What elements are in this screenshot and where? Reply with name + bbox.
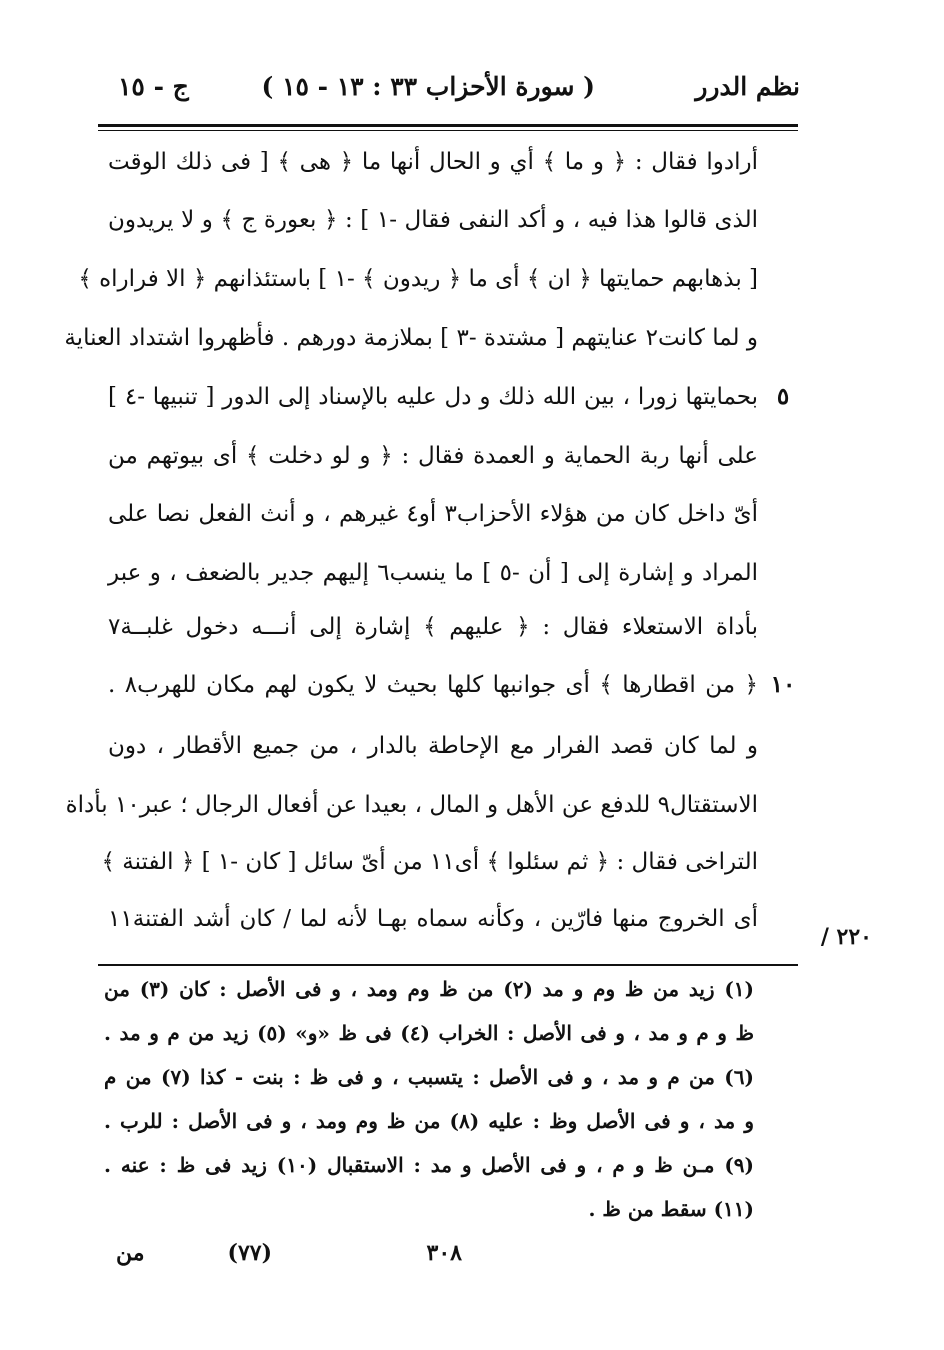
footnote-line: (١١) سقط من ظ .: [588, 1197, 754, 1221]
footnote-rule: [98, 964, 798, 966]
header-rule-thick: [98, 124, 798, 127]
footnote-line: (٩) مـن ظ و م ، و فى الأصل و مد : الاستقبال (١٠) زيد فى ظ : عنه .: [104, 1153, 754, 1177]
body-line: ﴿ من اقطارها ﴾ أى جوانبها كلها بحيث لا يكون لهم مكان للهرب٨ .: [108, 672, 758, 698]
body-line: بحمايتها زورا ، بين الله ذلك و دل عليه بالإسناد إلى الدور [ تنبيها -٤ ]: [108, 384, 758, 410]
line-number-5: ٥: [776, 383, 790, 410]
surah-reference: ( سورة الأحزاب ٣٣ : ١٣ - ١٥ ): [261, 72, 595, 101]
footnote-line: (١) زيد من ظ وم و مد (٢) من ظ وم ومد ، و فى الأصل : كان (٣) من: [104, 977, 754, 1001]
page-number: ٣٠٨: [426, 1240, 462, 1266]
book-title: نظم الدرر: [695, 72, 800, 101]
body-line: المراد و إشارة إلى [ أن -٥ ] ما ينسب٦ إليهم جدير بالضعف ، و عبر: [108, 560, 758, 586]
footnote-line: و مد ، و فى الأصل وظ : عليه (٨) من ظ وم ومد ، و فى الأصل : للرب .: [104, 1109, 754, 1133]
body-line: على أنها ربة الحماية و العمدة فقال : ﴿ و لو دخلت ﴾ أى بيوتهم من: [108, 443, 758, 469]
body-line: و لما كانت٢ عنايتهم [ مشتدة -٣ ] بملازمة دورهم . فأظهروا اشتداد العناية: [64, 325, 758, 351]
body-line: [ بذهابهم حمايتها ﴿ ان ﴾ أى ما ﴿ ريدون ﴾ -١ ] باستئذانهم ﴿ الا فراراه ﴾: [78, 266, 758, 292]
volume-number: ج - ١٥: [118, 72, 189, 101]
page-footer: [100, 1240, 800, 1280]
body-line: و لما كان قصد الفرار مع الإحاطة بالدار ، من جميع الأقطار ، دون: [108, 733, 758, 759]
margin-page-reference-text: ٢٢٠ /: [820, 924, 872, 950]
footnote-line: ظ و م و مد ، و فى الأصل : الخراب (٤) فى ظ «و» (٥) زيد من م و مد .: [104, 1021, 754, 1045]
running-header: [100, 72, 800, 112]
header-rule-thin: [98, 130, 798, 131]
line-number-10: ١٠: [770, 671, 796, 698]
body-line: أى الخروج منها فارّين ، وكأنه سماه بهـا لأنه لما / كان أشد الفتنة١١: [108, 906, 758, 932]
body-line: بأداة الاستعلاء فقال : ﴿ عليهم ﴾ إشارة إلى أنـــه دخول غلبــة٧: [108, 614, 758, 640]
signature-mark: (٧٧): [227, 1240, 272, 1266]
body-line: الاستقتال٩ للدفع عن الأهل و المال ، بعيدا عن أفعال الرجال ؛ عبر١٠ بأداة: [65, 792, 758, 818]
catchword: من: [116, 1240, 145, 1266]
body-line: أرادوا فقال : ﴿ و ما ﴾ أي و الحال أنها ما ﴿ هى ﴾ [ فى ذلك الوقت: [108, 149, 758, 175]
body-line: التراخى فقال : ﴿ ثم سئلوا ﴾ أى١١ من أىّ سائل [ كان -١ ] ﴿ الفتنة ﴾: [101, 849, 758, 875]
body-line: أىّ داخل كان من هؤلاء الأحزاب٣ أو٤ غيرهم ، و أنث الفعل نصا على: [108, 501, 759, 527]
body-line: الذى قالوا هذا فيه ، و أكد النفى فقال -١ ] : ﴿ بعورة ج ﴾ و لا يريدون: [108, 207, 758, 233]
margin-page-reference: [800, 915, 872, 959]
footnote-line: (٦) من م و مد ، و فى الأصل : يتسبب ، و فى ظ : بنت - كذا (٧) من م: [104, 1065, 754, 1089]
